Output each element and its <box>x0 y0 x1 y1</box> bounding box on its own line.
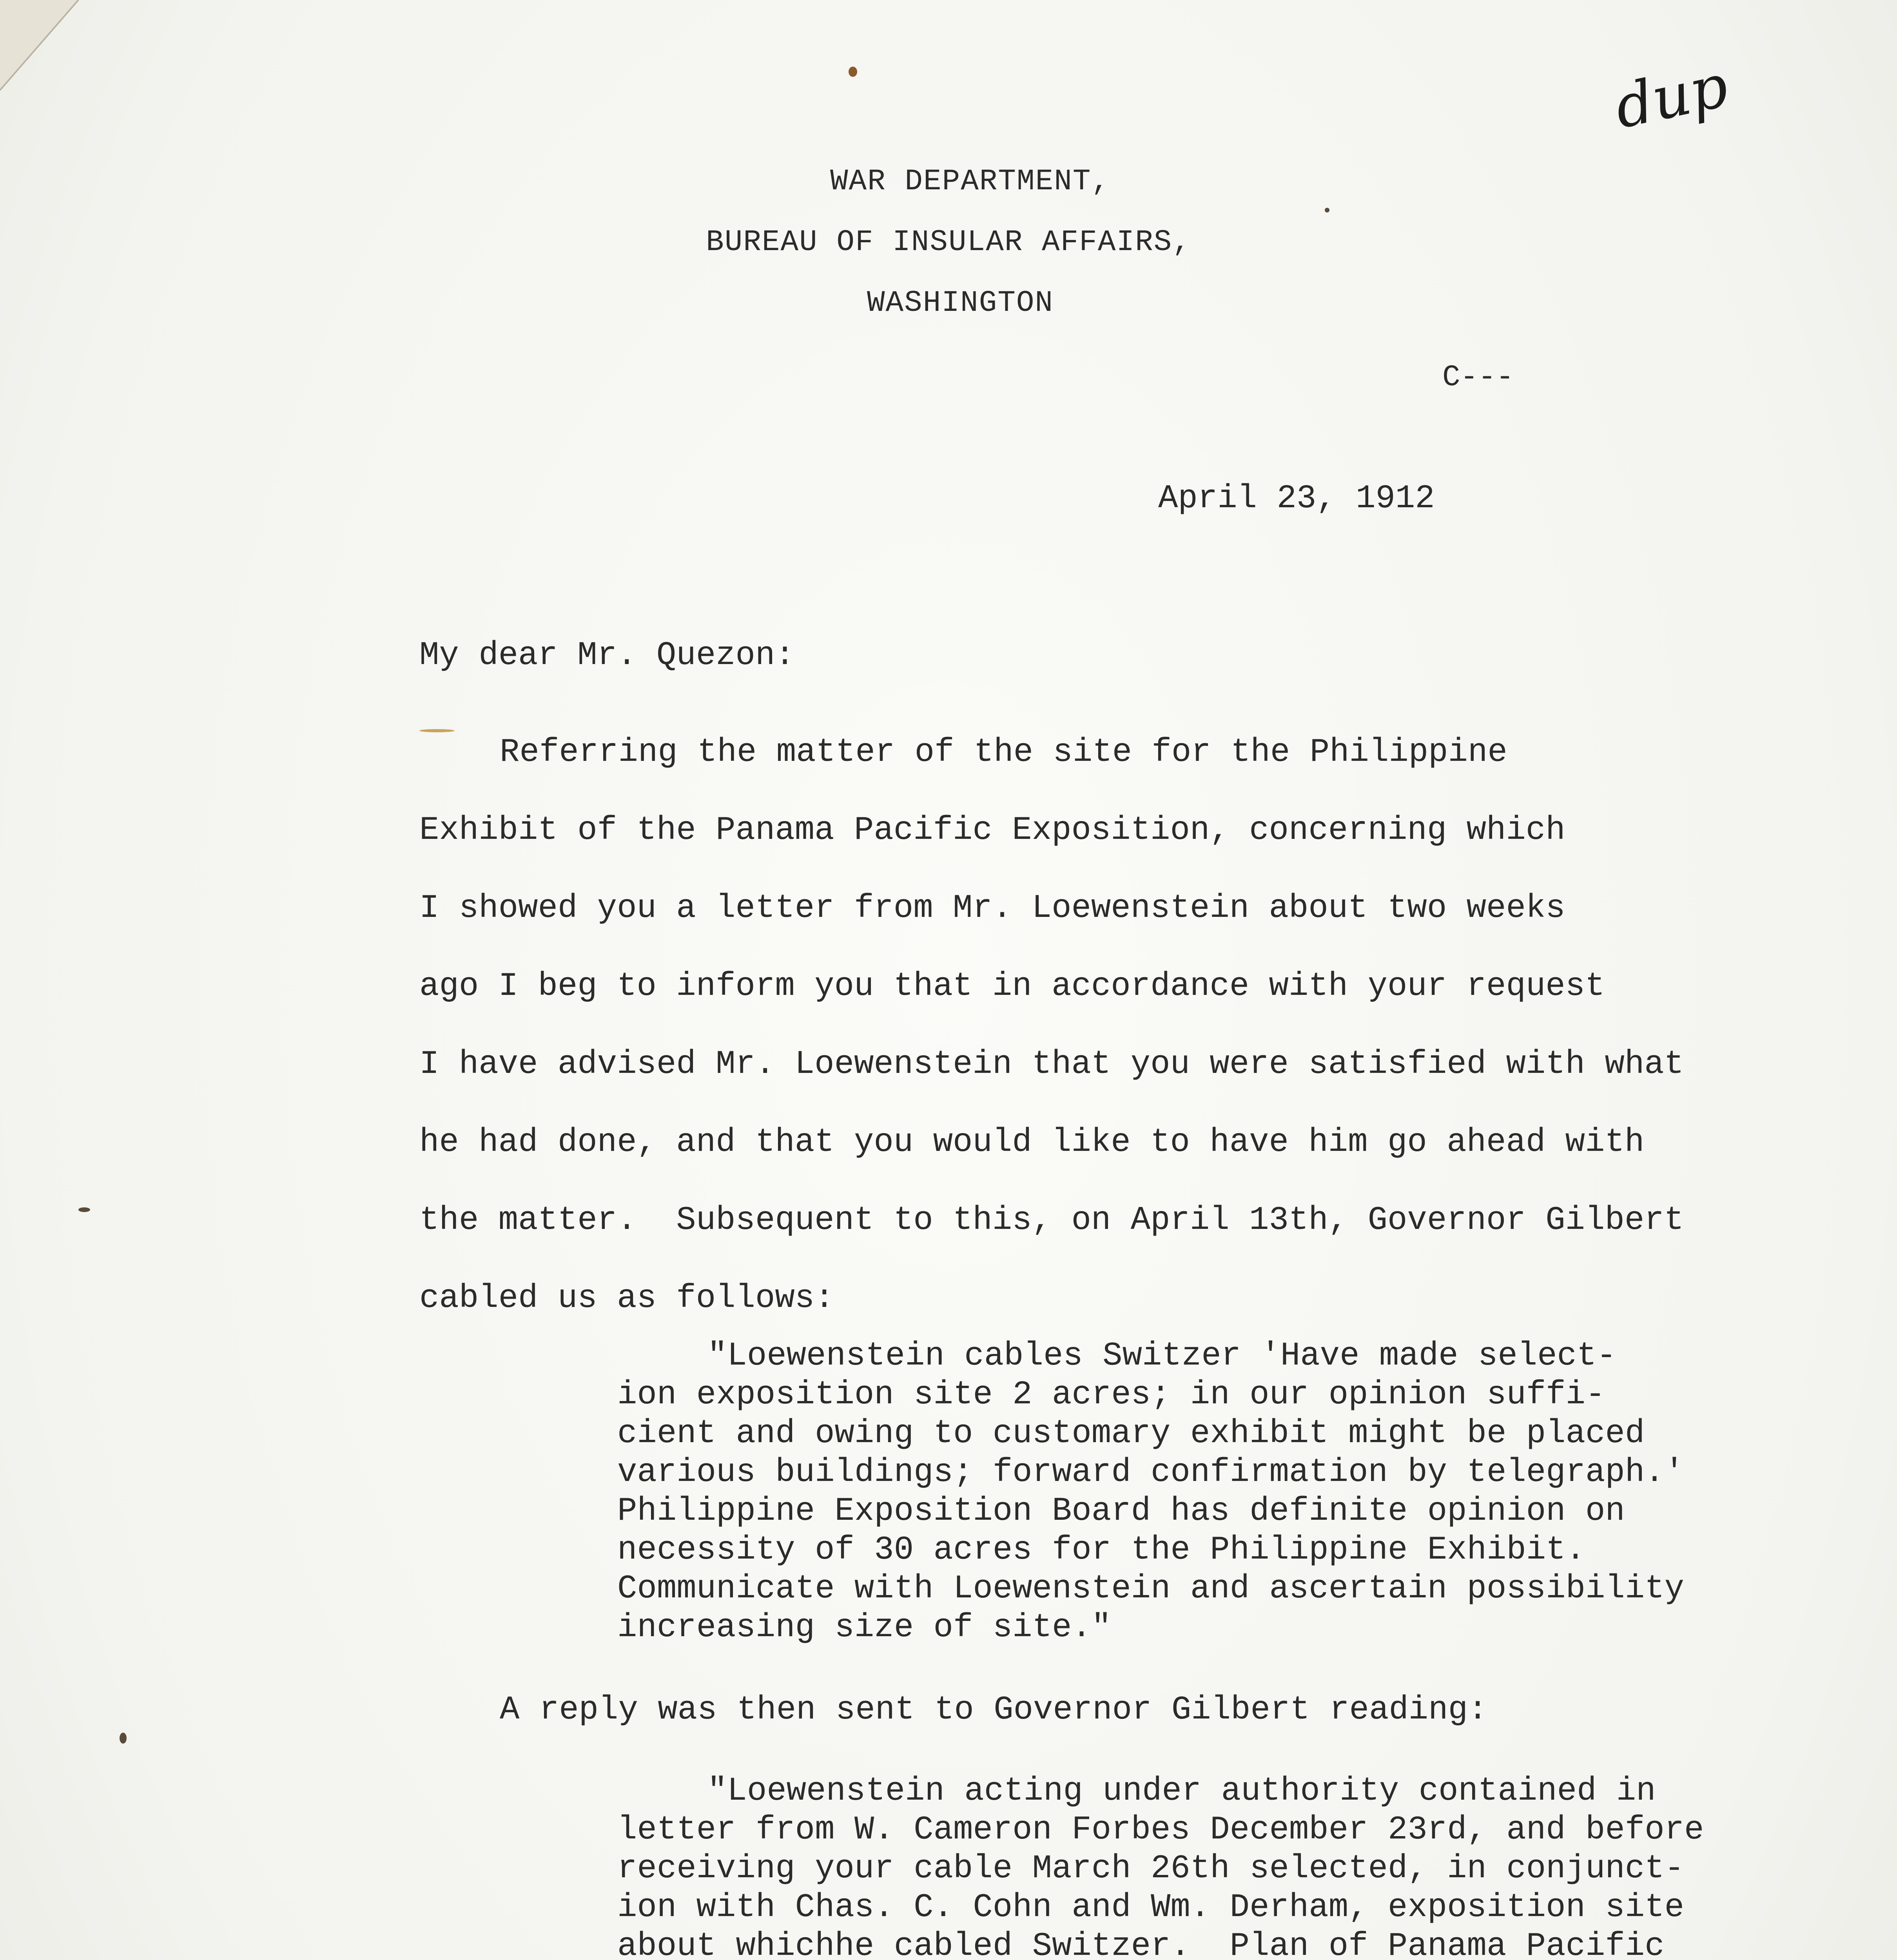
letterhead-department: WAR DEPARTMENT, <box>830 165 1110 198</box>
quoted-cable-reply <box>617 1772 1704 1960</box>
paper-spot <box>849 67 857 77</box>
quote-line: increasing size of site." <box>617 1609 1112 1646</box>
body-line: ago I beg to inform you that in accordance with your request <box>419 968 1605 1005</box>
letter-date: April 23, 1912 <box>1158 480 1435 517</box>
quote-line: receiving your cable March 26th selected, in conjunct- <box>617 1850 1685 1887</box>
quote-line: ion with Chas. C. Cohn and Wm. Derham, exposition site <box>617 1889 1685 1926</box>
body-line: Exhibit of the Panama Pacific Exposition, concerning which <box>419 812 1565 849</box>
folded-corner <box>0 0 102 102</box>
paper-spot <box>1325 208 1329 212</box>
paper-spot <box>78 1207 90 1212</box>
quote-line: cient and owing to customary exhibit might be placed <box>617 1415 1645 1452</box>
letterhead-bureau: BUREAU OF INSULAR AFFAIRS, <box>706 225 1191 259</box>
body-line: he had done, and that you would like to have him go ahead with <box>419 1124 1645 1161</box>
paper-spot <box>419 729 455 732</box>
quote-line: necessity of 30 acres for the Philippine Exhibit. <box>617 1532 1586 1569</box>
body-line: I have advised Mr. Loewenstein that you were satisfied with what <box>419 1046 1684 1083</box>
body-paragraph <box>419 713 1684 1338</box>
quote-line: Communicate with Loewenstein and ascertain possibility <box>617 1570 1685 1608</box>
body-line: cabled us as follows: <box>419 1280 834 1317</box>
quote-line: about whichhe cabled Switzer. Plan of Panama Pacific <box>617 1928 1665 1960</box>
quote-line: letter from W. Cameron Forbes December 23rd, and before <box>617 1811 1704 1849</box>
letterhead-city: WASHINGTON <box>867 286 1054 320</box>
quote-line: various buildings; forward confirmation by telegraph.' <box>617 1454 1685 1491</box>
salutation: My dear Mr. Quezon: <box>419 637 795 674</box>
quote-line: "Loewenstein cables Switzer 'Have made select- <box>707 1338 1616 1375</box>
body-line: Referring the matter of the site for the Philippine <box>500 734 1507 771</box>
quoted-cable-governor <box>617 1337 1684 1647</box>
reply-intro-line: A reply was then sent to Governor Gilbert reading: <box>500 1691 1488 1729</box>
body-line: the matter. Subsequent to this, on April 13th, Governor Gilbert <box>419 1202 1684 1239</box>
paper-spot <box>120 1733 127 1744</box>
handwritten-annotation: dup <box>1609 51 1734 142</box>
quote-line: "Loewenstein acting under authority contained in <box>707 1773 1656 1810</box>
file-code: C--- <box>1442 361 1514 394</box>
quote-line: Philippine Exposition Board has definite opinion on <box>617 1493 1625 1530</box>
body-line: I showed you a letter from Mr. Loewenstein about two weeks <box>419 890 1565 927</box>
quote-line: ion exposition site 2 acres; in our opinion suffi- <box>617 1376 1605 1414</box>
